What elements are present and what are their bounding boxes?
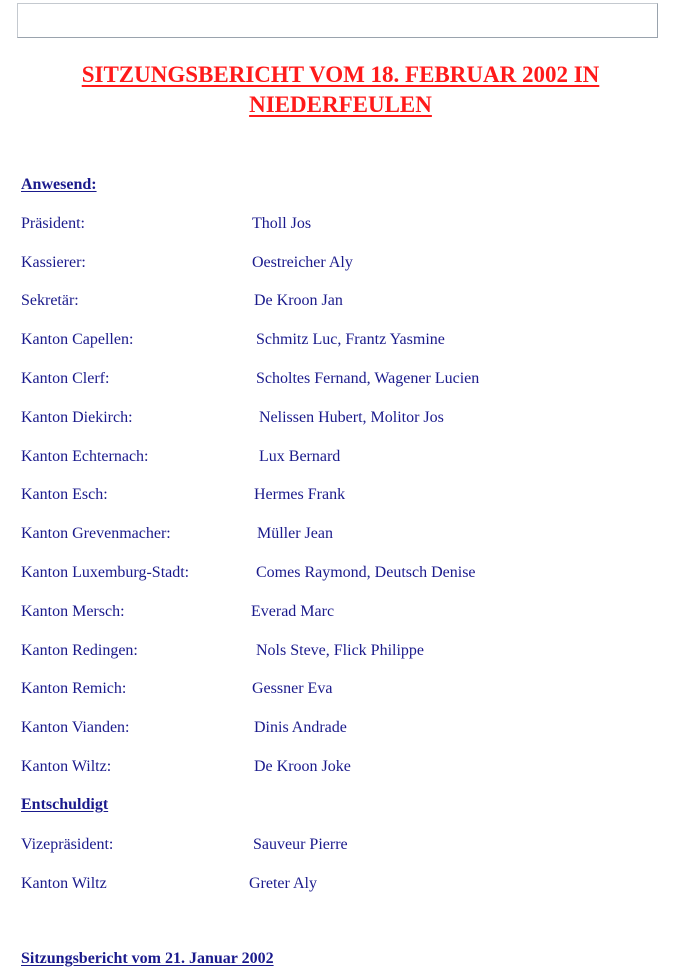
attendee-names: Everad Marc	[251, 603, 335, 620]
attendee-row	[21, 408, 661, 428]
attendee-role: Kanton Remich:	[21, 680, 127, 697]
top-frame	[17, 3, 658, 38]
present-heading: Anwesend:	[21, 176, 97, 193]
attendee-role: Kanton Redingen:	[21, 642, 138, 659]
excused-row	[21, 874, 661, 894]
attendee-row	[21, 330, 661, 350]
attendee-role: Kanton Vianden:	[21, 719, 130, 736]
attendee-row	[21, 718, 661, 738]
attendee-role: Kanton Diekirch:	[21, 409, 133, 426]
excused-names: Sauveur Pierre	[253, 836, 348, 853]
attendee-names: De Kroon Joke	[254, 758, 351, 775]
attendee-row	[21, 214, 661, 234]
attendee-role: Kanton Echternach:	[21, 448, 149, 465]
excused-names: Greter Aly	[249, 875, 317, 892]
attendee-names: Dinis Andrade	[254, 719, 347, 736]
attendee-names: Lux Bernard	[259, 448, 341, 465]
attendee-role: Kanton Grevenmacher:	[21, 525, 171, 542]
attendee-role: Präsident:	[21, 215, 85, 232]
report-title-line-1: SITZUNGSBERICHT VOM 18. FEBRUAR 2002 IN	[81, 62, 600, 87]
attendee-names: Nelissen Hubert, Molitor Jos	[259, 409, 444, 426]
attendee-names: Hermes Frank	[254, 486, 346, 503]
attendee-role: Sekretär:	[21, 292, 79, 309]
attendee-names: De Kroon Jan	[254, 292, 343, 309]
minutes-heading: Sitzungsbericht vom 21. Januar 2002	[21, 950, 274, 967]
attendee-row	[21, 563, 661, 583]
attendee-row	[21, 485, 661, 505]
attendee-names: Tholl Jos	[252, 215, 312, 232]
attendee-role: Kanton Mersch:	[21, 603, 125, 620]
attendee-names: Oestreicher Aly	[252, 254, 353, 271]
attendee-role: Kanton Wiltz:	[21, 758, 112, 775]
attendee-names: Müller Jean	[257, 525, 333, 542]
attendee-row	[21, 447, 661, 467]
attendee-row	[21, 369, 661, 389]
attendee-row	[21, 641, 661, 661]
attendee-row	[21, 524, 661, 544]
attendee-names: Gessner Eva	[252, 680, 333, 697]
report-title-line-2: NIEDERFEULEN	[249, 92, 432, 117]
attendee-names: Scholtes Fernand, Wagener Lucien	[256, 370, 480, 387]
attendee-role: Kanton Esch:	[21, 486, 108, 503]
attendee-role: Kanton Capellen:	[21, 331, 134, 348]
report-title	[0, 60, 681, 120]
attendee-role: Kanton Clerf:	[21, 370, 110, 387]
attendee-row	[21, 291, 661, 311]
attendee-names: Schmitz Luc, Frantz Yasmine	[256, 331, 445, 348]
excused-heading: Entschuldigt	[21, 796, 109, 813]
attendee-role: Kassierer:	[21, 254, 86, 271]
excused-row	[21, 835, 661, 855]
excused-role: Kanton Wiltz	[21, 875, 107, 892]
attendee-row	[21, 602, 661, 622]
attendee-role: Kanton Luxemburg-Stadt:	[21, 564, 190, 581]
attendee-row	[21, 757, 661, 777]
attendee-row	[21, 253, 661, 273]
attendee-names: Nols Steve, Flick Philippe	[256, 642, 424, 659]
attendee-names: Comes Raymond, Deutsch Denise	[256, 564, 476, 581]
excused-role: Vizepräsident:	[21, 836, 114, 853]
attendee-row	[21, 679, 661, 699]
